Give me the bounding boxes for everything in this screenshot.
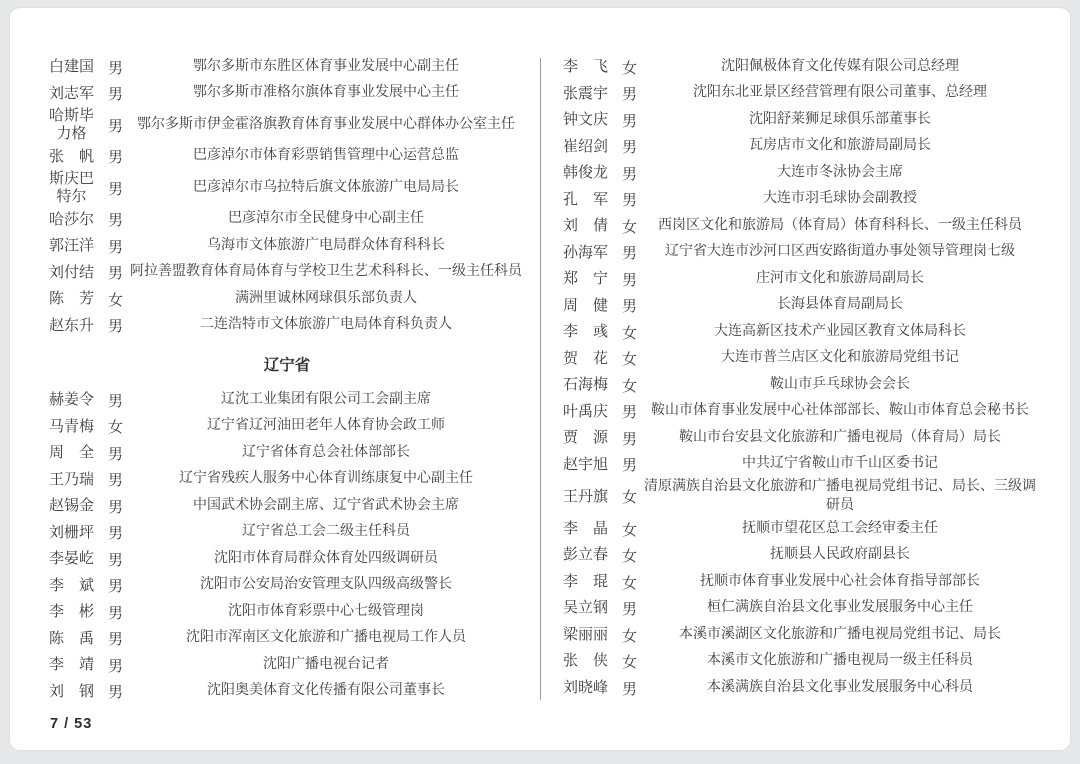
person-gender: 男 [108,266,124,283]
person-name: 张 帆 [48,148,94,165]
person-position: 辽宁省辽河油田老年人体育协会政工师 [207,418,445,434]
table-row [562,160,1040,187]
person-position: 巴彦淖尔市全民健身中心副主任 [228,211,424,227]
person-name: 石海梅 [562,377,608,394]
person-position: 抚顺市体育事业发展中心社会体育指导部部长 [700,573,980,589]
person-gender: 男 [108,446,124,463]
person-name: 哈莎尔 [48,211,94,228]
person-gender: 男 [108,319,124,336]
person-gender: 男 [108,685,124,702]
person-name: 李晏屹 [48,551,94,568]
table-row [48,414,526,441]
person-position: 清原满族自治县文化旅游和广播电视局党组书记、局长、三级调研员 [644,479,1036,513]
person-name: 刘 倩 [562,218,608,235]
table-row [562,134,1040,161]
person-gender: 女 [622,219,638,236]
person-name: 赵锡金 [48,498,94,515]
person-gender: 女 [108,420,124,437]
person-gender: 男 [108,526,124,543]
person-name: 李 琨 [562,573,608,590]
person-position: 鄂尔多斯市东胜区体育事业发展中心副主任 [193,58,459,74]
table-row [562,213,1040,240]
person-name: 王乃瑞 [48,471,94,488]
table-row [562,293,1040,320]
person-position: 大连市冬泳协会主席 [777,164,903,180]
person-gender: 男 [622,681,638,698]
person-position: 鄂尔多斯市伊金霍洛旗教育体育事业发展中心群体办公室主任 [137,116,515,132]
person-position: 辽沈工业集团有限公司工会副主席 [221,391,431,407]
person-name: 刘栅坪 [48,524,94,541]
person-name: 李 斌 [48,577,94,594]
table-row [48,520,526,547]
person-gender: 男 [622,87,638,104]
person-name: 李 晶 [562,520,608,537]
person-name: 张 侠 [562,653,608,670]
person-position: 满洲里诚林网球俱乐部负责人 [235,290,417,306]
person-position: 沈阳市浑南区文化旅游和广播电视局工作人员 [186,630,466,646]
person-position: 长海县体育局副局长 [777,297,903,313]
table-row [562,54,1040,81]
person-gender: 男 [622,299,638,316]
person-position: 巴彦淖尔市乌拉特后旗文体旅游广电局局长 [193,179,459,195]
table-row [562,648,1040,675]
person-gender: 男 [108,87,124,104]
table-row [562,107,1040,134]
person-name: 刘志军 [48,85,94,102]
person-position: 鞍山市乒乓球协会会长 [770,376,910,392]
person-name: 吴立钢 [562,600,608,617]
person-position: 沈阳奥美体育文化传播有限公司董事长 [207,683,445,699]
person-gender: 女 [622,522,638,539]
person-position: 西岗区文化和旅游局（体育局）体育科科长、一级主任科员 [658,217,1022,233]
person-name: 哈斯毕力格 [48,108,94,143]
table-row [48,260,526,287]
person-position: 鞍山市台安县文化旅游和广播电视局（体育局）局长 [679,429,1001,445]
person-gender: 男 [622,113,638,130]
person-name: 赵东升 [48,317,94,334]
person-name: 陈 禹 [48,630,94,647]
person-name: 周 健 [562,297,608,314]
person-name: 彭立春 [562,547,608,564]
person-gender: 男 [108,579,124,596]
table-row [562,516,1040,543]
person-name: 崔绍剑 [562,138,608,155]
person-position: 大连高新区技术产业园区教育文体局科长 [714,323,966,339]
table-row [48,573,526,600]
person-position: 桓仁满族自治县文化事业发展服务中心主任 [707,600,973,616]
table-row [562,372,1040,399]
person-gender: 女 [622,490,638,507]
person-gender: 男 [108,499,124,516]
person-gender: 男 [622,431,638,448]
person-position: 辽宁省大连市沙河口区西安路街道办事处领导管理岗七级 [665,244,1015,260]
person-name: 斯庆巴特尔 [48,171,94,206]
table-row [48,233,526,260]
person-name: 马青梅 [48,418,94,435]
person-name: 王丹旗 [562,488,608,505]
table-row [562,346,1040,373]
person-gender: 女 [622,60,638,77]
person-gender: 男 [108,60,124,77]
person-name: 周 全 [48,445,94,462]
person-gender: 男 [108,658,124,675]
person-position: 沈阳市体育彩票中心七级管理岗 [228,603,424,619]
table-row [562,452,1040,479]
table-row [48,467,526,494]
person-position: 辽宁省体育总会社体部部长 [242,444,410,460]
table-row [48,387,526,414]
person-gender: 男 [622,166,638,183]
person-position: 抚顺县人民政府副县长 [770,547,910,563]
person-position: 本溪满族自治县文化事业发展服务中心科员 [707,679,973,695]
person-position: 瓦房店市文化和旅游局副局长 [749,138,931,154]
person-position: 巴彦淖尔市体育彩票销售管理中心运营总监 [193,148,459,164]
table-row [48,207,526,234]
person-name: 李 彬 [48,604,94,621]
person-name: 刘晓峰 [562,679,608,696]
person-position: 鄂尔多斯市准格尔旗体育事业发展中心主任 [193,85,459,101]
table-row [48,652,526,679]
person-gender: 男 [108,393,124,410]
person-position: 沈阳东北亚景区经营管理有限公司董事、总经理 [693,85,987,101]
person-position: 沈阳市公安局治安管理支队四级高级警长 [200,577,452,593]
table-row [562,81,1040,108]
person-position: 阿拉善盟教育体育局体育与学校卫生艺术科科长、一级主任科员 [130,264,522,280]
columns-container [48,54,1040,705]
person-gender: 男 [108,632,124,649]
table-row [562,542,1040,569]
person-gender: 男 [108,552,124,569]
person-name: 孔 军 [562,191,608,208]
table-row [48,493,526,520]
person-name: 李 飞 [562,59,608,76]
table-row [562,319,1040,346]
person-gender: 男 [622,458,638,475]
person-position: 本溪市溪湖区文化旅游和广播电视局党组书记、局长 [679,626,1001,642]
person-gender: 男 [108,118,124,135]
person-name: 李 彧 [562,324,608,341]
table-row [562,425,1040,452]
table-row [48,546,526,573]
person-position: 沈阳市体育局群众体育处四级调研员 [214,550,438,566]
person-gender: 女 [622,325,638,342]
person-name: 刘付结 [48,264,94,281]
right-column [562,54,1040,705]
person-gender: 女 [622,628,638,645]
person-name: 韩俊龙 [562,165,608,182]
left-column [48,54,526,705]
person-position: 二连浩特市文体旅游广电局体育科负责人 [200,317,452,333]
person-gender: 男 [622,405,638,422]
person-gender: 男 [622,272,638,289]
person-name: 叶禹庆 [562,403,608,420]
person-position: 大连市羽毛球协会副教授 [763,191,917,207]
person-name: 张震宇 [562,85,608,102]
table-row [48,440,526,467]
table-row [48,626,526,653]
person-position: 乌海市文体旅游广电局群众体育科科长 [207,237,445,253]
page-number: 7 / 53 [50,716,93,732]
person-name: 郭汪洋 [48,238,94,255]
person-gender: 女 [622,378,638,395]
table-row [48,144,526,171]
person-position: 沈阳舒莱狮足球俱乐部董事长 [749,111,931,127]
person-position: 本溪市文化旅游和广播电视局一级主任科员 [707,653,973,669]
person-name: 白建国 [48,59,94,76]
person-name: 贺 花 [562,350,608,367]
section-header: 辽宁省 [263,357,311,375]
person-gender: 男 [622,193,638,210]
person-position: 庄河市文化和旅游局副局长 [756,270,924,286]
table-row [562,240,1040,267]
table-row [562,478,1040,516]
person-position: 辽宁省总工会二级主任科员 [242,524,410,540]
person-gender: 男 [108,181,124,198]
table-row [48,170,526,207]
person-name: 刘 钢 [48,683,94,700]
table-row [48,286,526,313]
person-gender: 男 [622,140,638,157]
person-gender: 女 [622,575,638,592]
person-name: 赵宇旭 [562,456,608,473]
table-row [562,187,1040,214]
person-name: 贾 源 [562,430,608,447]
person-name: 梁丽丽 [562,626,608,643]
person-gender: 男 [108,213,124,230]
person-gender: 女 [622,549,638,566]
person-position: 中共辽宁省鞍山市千山区委书记 [742,456,938,472]
table-row [562,399,1040,426]
column-divider [540,58,541,700]
person-gender: 女 [108,292,124,309]
person-gender: 男 [108,239,124,256]
person-gender: 男 [108,473,124,490]
table-row [48,599,526,626]
table-row [562,266,1040,293]
person-gender: 男 [108,605,124,622]
person-position: 辽宁省残疾人服务中心体育训练康复中心副主任 [179,471,473,487]
person-position: 大连市普兰店区文化和旅游局党组书记 [721,350,959,366]
person-name: 李 靖 [48,657,94,674]
person-name: 郑 宁 [562,271,608,288]
table-row [48,81,526,108]
person-position: 鞍山市体育事业发展中心社体部部长、鞍山市体育总会秘书长 [651,403,1029,419]
table-row [48,107,526,144]
person-name: 赫姜令 [48,392,94,409]
person-gender: 男 [108,150,124,167]
person-name: 钟文庆 [562,112,608,129]
table-row [562,622,1040,649]
person-name: 孙海军 [562,244,608,261]
person-gender: 男 [622,246,638,263]
table-row [562,595,1040,622]
person-gender: 男 [622,602,638,619]
table-row [562,675,1040,702]
person-position: 沈阳广播电视台记者 [263,656,389,672]
document-page [10,8,1070,750]
person-position: 抚顺市望花区总工会经审委主任 [742,520,938,536]
person-gender: 女 [622,655,638,672]
person-name: 陈 芳 [48,291,94,308]
person-gender: 女 [622,352,638,369]
person-position: 沈阳佩极体育文化传媒有限公司总经理 [721,58,959,74]
table-row [562,569,1040,596]
person-position: 中国武术协会副主席、辽宁省武术协会主席 [193,497,459,513]
table-row [48,54,526,81]
table-row [48,313,526,340]
table-row [48,679,526,706]
